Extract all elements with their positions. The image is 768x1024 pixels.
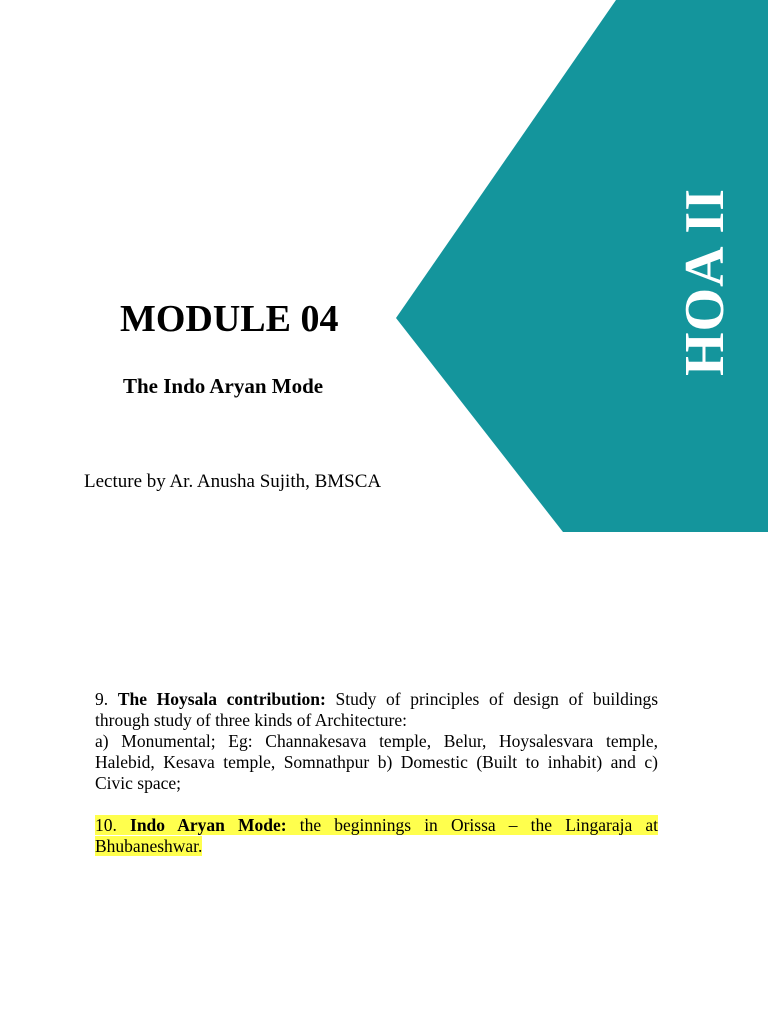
syllabus-section [95, 689, 658, 857]
syllabus-item-10 [95, 815, 658, 857]
module-subtitle: The Indo Aryan Mode [123, 374, 324, 398]
item-number: 9. [95, 689, 109, 709]
module-title: MODULE 04 [120, 298, 339, 340]
item-heading: The Hoysala contribution: [117, 689, 326, 709]
item-intro: the beginnings in Orissa – the Lingaraja at Bhubaneshwar. [95, 815, 659, 856]
item-heading: Indo Aryan Mode: [130, 815, 287, 835]
syllabus-item-9 [95, 689, 658, 794]
highlighted-text [95, 815, 658, 856]
item-intro: Study of principles of design of buildings through study of three kinds of Architecture: [95, 689, 659, 730]
item-details: a) Monumental; Eg: Channakesava temple, Belur, Hoysalesvara temple, Halebid, Kesava temple, Somnathpur b) Domestic (Built to inhabit) and c) Civic space; [95, 731, 658, 793]
item-number: 10. [95, 815, 117, 835]
course-code-label: HOA II [674, 187, 736, 377]
lecturer-credit: Lecture by Ar. Anusha Sujith, BMSCA [84, 471, 382, 492]
